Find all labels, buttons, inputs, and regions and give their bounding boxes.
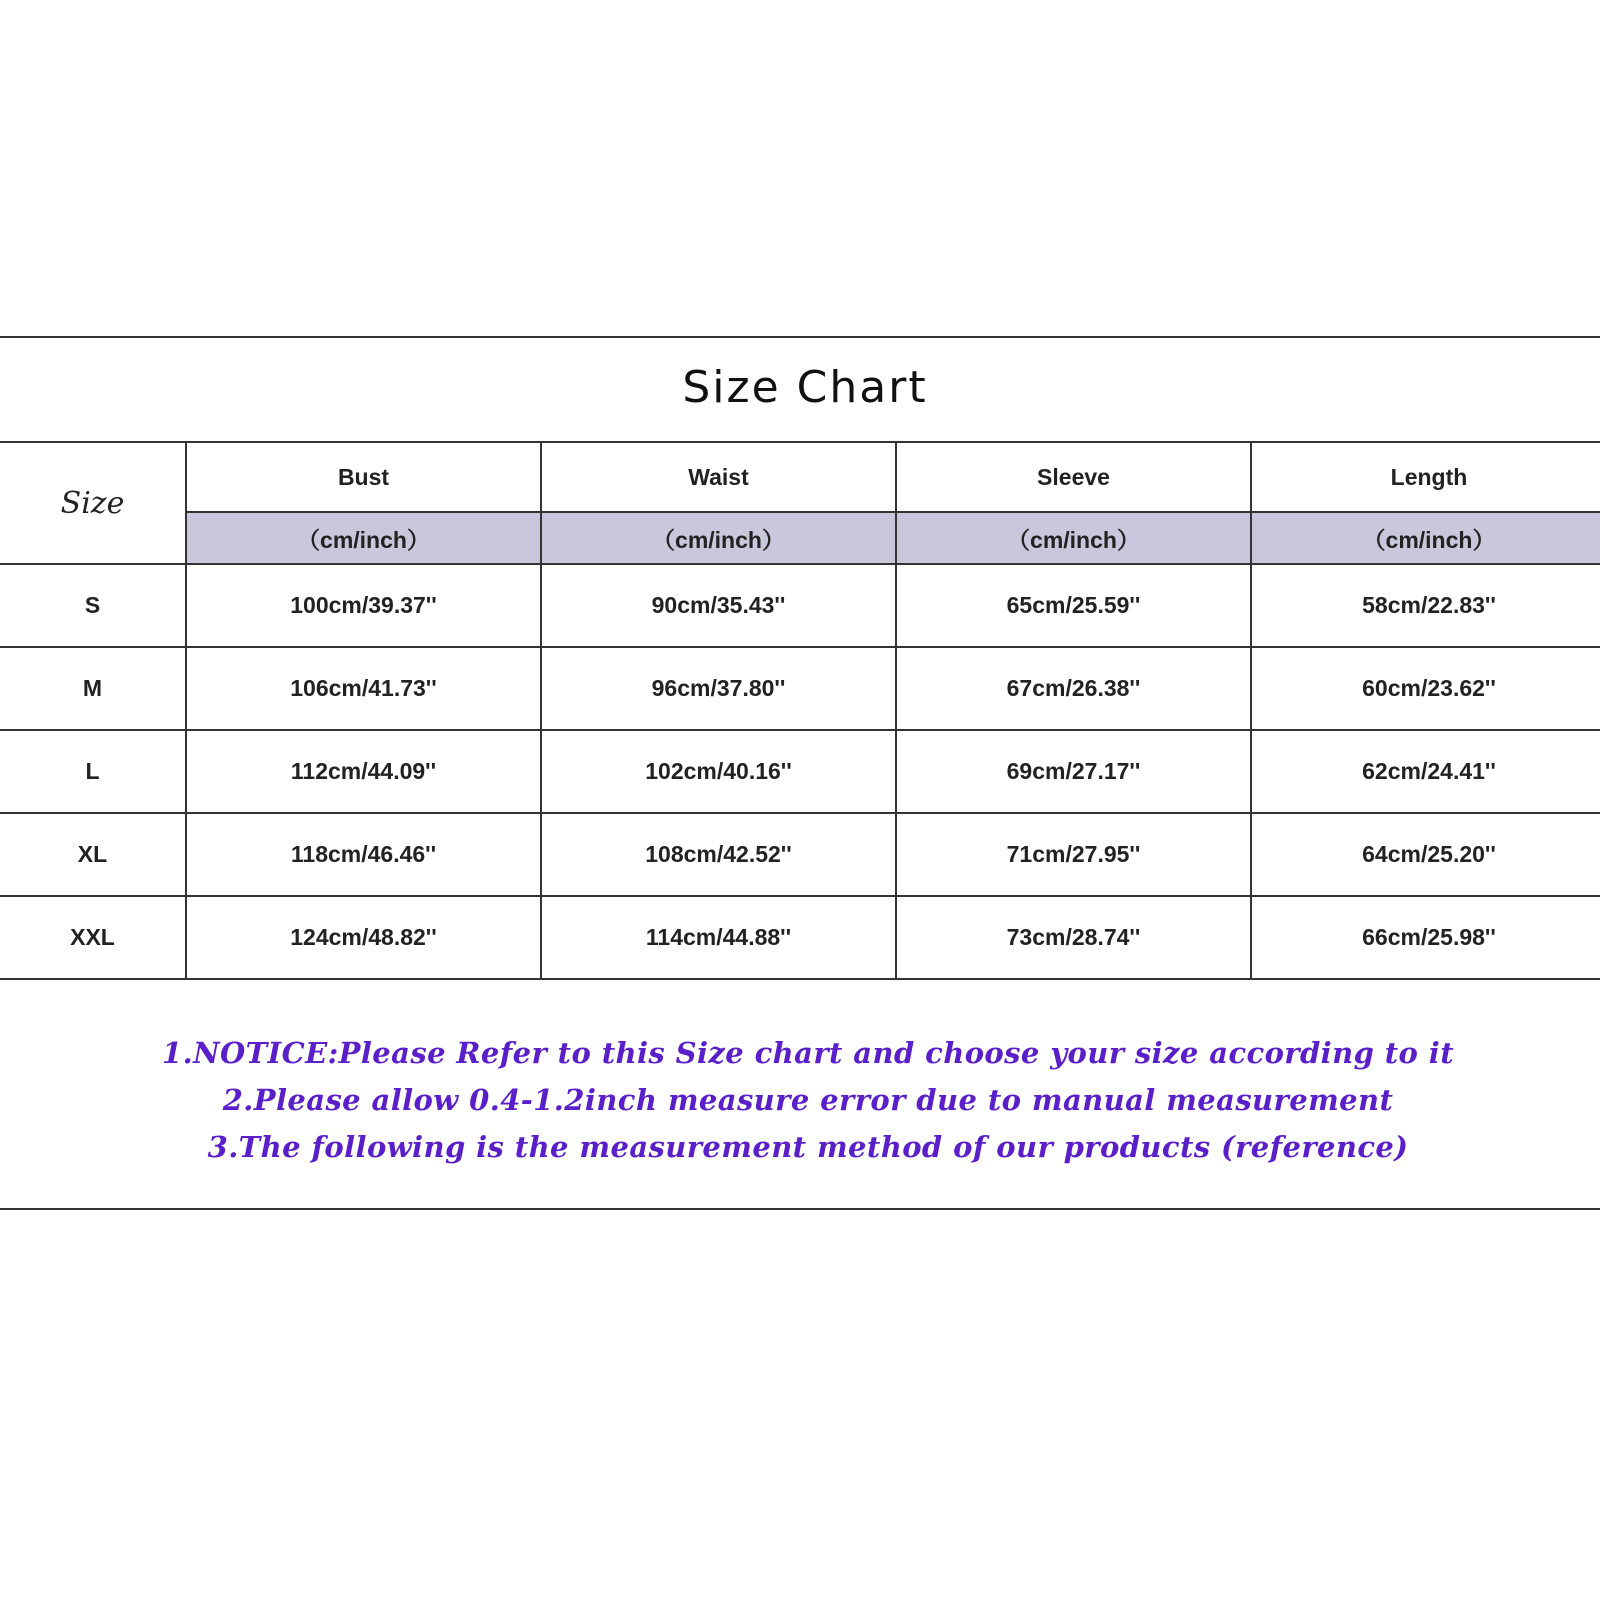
notes-block bbox=[0, 1030, 1600, 1171]
unit-label: （cm/inch） bbox=[186, 512, 541, 564]
unit-label: （cm/inch） bbox=[541, 512, 896, 564]
size-cell: XXL bbox=[0, 896, 186, 979]
page-title: Size Chart bbox=[682, 362, 928, 413]
table-cell: 58cm/22.83'' bbox=[1251, 564, 1600, 647]
column-header-waist: Waist bbox=[541, 442, 896, 512]
table-cell: 67cm/26.38'' bbox=[896, 647, 1251, 730]
table-row bbox=[0, 564, 1600, 647]
bottom-divider bbox=[0, 1208, 1600, 1210]
table-cell: 73cm/28.74'' bbox=[896, 896, 1251, 979]
column-header-length: Length bbox=[1251, 442, 1600, 512]
table-cell: 62cm/24.41'' bbox=[1251, 730, 1600, 813]
table-cell: 65cm/25.59'' bbox=[896, 564, 1251, 647]
note-line: 2.Please allow 0.4-1.2inch measure error due to manual measurement bbox=[222, 1083, 1394, 1117]
table-cell: 124cm/48.82'' bbox=[186, 896, 541, 979]
table-cell: 66cm/25.98'' bbox=[1251, 896, 1600, 979]
table-row bbox=[0, 896, 1600, 979]
size-cell: L bbox=[0, 730, 186, 813]
table-row bbox=[0, 730, 1600, 813]
size-cell: S bbox=[0, 564, 186, 647]
table-cell: 112cm/44.09'' bbox=[186, 730, 541, 813]
table-header-row bbox=[0, 442, 1600, 512]
table-cell: 106cm/41.73'' bbox=[186, 647, 541, 730]
table-cell: 90cm/35.43'' bbox=[541, 564, 896, 647]
table-cell: 108cm/42.52'' bbox=[541, 813, 896, 896]
table-cell: 64cm/25.20'' bbox=[1251, 813, 1600, 896]
column-header-bust: Bust bbox=[186, 442, 541, 512]
table-cell: 71cm/27.95'' bbox=[896, 813, 1251, 896]
unit-label: （cm/inch） bbox=[896, 512, 1251, 564]
size-column-header: Size bbox=[0, 442, 186, 564]
unit-row bbox=[0, 512, 1600, 564]
table-cell: 60cm/23.62'' bbox=[1251, 647, 1600, 730]
note-line: 1.NOTICE:Please Refer to this Size chart and choose your size according to it bbox=[162, 1036, 1454, 1070]
top-divider bbox=[0, 336, 1600, 338]
table-cell: 102cm/40.16'' bbox=[541, 730, 896, 813]
table-cell: 118cm/46.46'' bbox=[186, 813, 541, 896]
unit-label: （cm/inch） bbox=[1251, 512, 1600, 564]
table-cell: 100cm/39.37'' bbox=[186, 564, 541, 647]
size-cell: XL bbox=[0, 813, 186, 896]
table-cell: 114cm/44.88'' bbox=[541, 896, 896, 979]
table-cell: 96cm/37.80'' bbox=[541, 647, 896, 730]
note-line: 3.The following is the measurement method of our products (reference) bbox=[207, 1130, 1409, 1164]
column-header-sleeve: Sleeve bbox=[896, 442, 1251, 512]
table-cell: 69cm/27.17'' bbox=[896, 730, 1251, 813]
size-table bbox=[0, 441, 1600, 980]
table-row bbox=[0, 647, 1600, 730]
size-cell: M bbox=[0, 647, 186, 730]
table-row bbox=[0, 813, 1600, 896]
